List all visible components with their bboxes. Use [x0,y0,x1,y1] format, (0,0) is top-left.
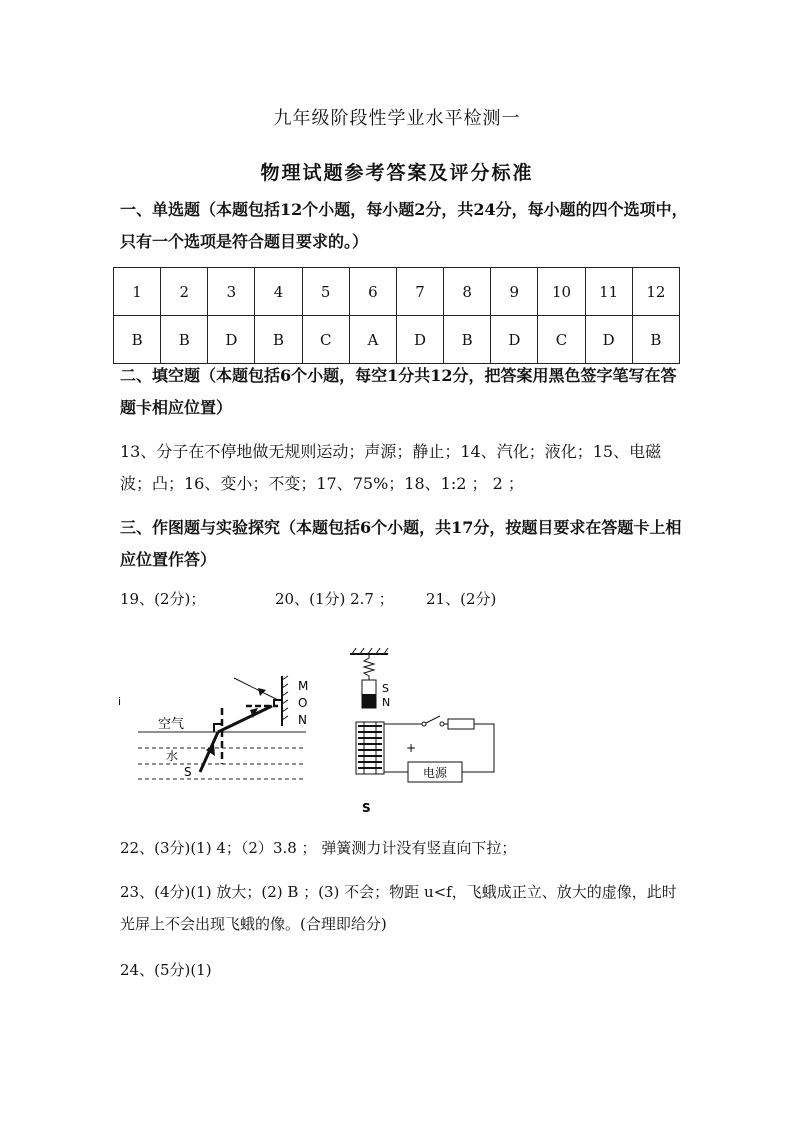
magnet-s-label: S [382,682,389,695]
page-subtitle: 物理试题参考答案及评分标准 [260,162,534,184]
question-20-answer: 20、(1分) 2.7 ； [275,590,394,608]
table-cell: C [538,316,585,364]
question-24-answer: 24、(5分)(1) [120,961,212,979]
resistor [448,719,474,729]
table-cell: 1 [114,268,161,316]
question-23-answer: 23、(4分)(1) 放大；(2) B ；(3) 不会；物距 u<f，飞蛾成正立、放大的虚像，此时光屏上不会出现飞蛾的像。(合理即给分) [120,883,677,933]
table-cell: B [255,316,302,364]
table-cell: 3 [208,268,255,316]
table-cell: D [396,316,443,364]
table-cell: B [632,316,679,364]
question-21-label: 21、(2分) [426,590,497,608]
wire [462,724,494,772]
switch-contact [440,722,444,726]
section2-heading: 二、填空题（本题包括6个小题，每空1分共12分，把答案用黑色签字笔写在答题卡相应位置） [120,366,677,417]
table-cell: 10 [538,268,585,316]
question-19-label: 19、(2分)； [120,590,206,608]
answer-table [113,267,680,364]
question-22-answer: 22、(3分)(1) 4；（2）3.8 ； 弹簧测力计没有竖直向下拉； [120,839,517,857]
table-cell: 6 [349,268,396,316]
table-cell: B [161,316,208,364]
electromagnet-figure [340,640,510,815]
table-cell: 4 [255,268,302,316]
bottom-s-label: S [362,801,371,815]
table-cell: A [349,316,396,364]
table-cell: D [208,316,255,364]
refracted-ray [218,706,272,732]
table-cell: B [114,316,161,364]
label-n: N [298,713,307,727]
label-water: 水 [166,749,179,763]
table-cell: 11 [585,268,632,316]
iron-core [364,722,376,774]
table-cell: 8 [444,268,491,316]
table-cell: 7 [396,268,443,316]
section3-heading: 三、作图题与实验探究（本题包括6个小题，共17分，按题目要求在答题卡上相应位置作答） [120,518,682,569]
plus-label: + [406,741,417,755]
table-cell: 5 [302,268,349,316]
table-cell: D [585,316,632,364]
label-i: i [118,695,122,708]
label-air: 空气 [158,717,185,732]
table-row-answers [114,316,680,364]
table-cell: C [302,316,349,364]
table-cell: 9 [491,268,538,316]
spring [364,654,374,680]
page-title: 九年级阶段性学业水平检测一 [273,108,521,129]
switch-icon[interactable] [424,716,440,724]
ray-arrow-icon [258,688,266,696]
table-cell: 12 [632,268,679,316]
magnet-n-label: N [382,696,391,709]
table-row-numbers [114,268,680,316]
magnet-n-half [362,694,376,708]
power-source-label: 电源 [422,766,448,780]
label-source-s: S [184,765,192,779]
switch-contact [422,722,426,726]
table-cell: 2 [161,268,208,316]
section1-heading: 一、单选题（本题包括12个小题，每小题2分，共24分，每小题的四个选项中，只有一个选项是符合题目要求的。） [120,200,688,251]
reflected-ray [234,678,278,700]
label-o: O [298,696,308,710]
table-cell: B [444,316,491,364]
answers-13-18: 13、分子在不停地做无规则运动；声源；静止；14、汽化；液化；15、电磁波；凸；16、变小；不变；17、75%；18、1:2 ； 2 ； [120,442,662,493]
label-m: M [298,679,309,693]
light-path-figure [118,668,318,784]
table-cell: D [491,316,538,364]
